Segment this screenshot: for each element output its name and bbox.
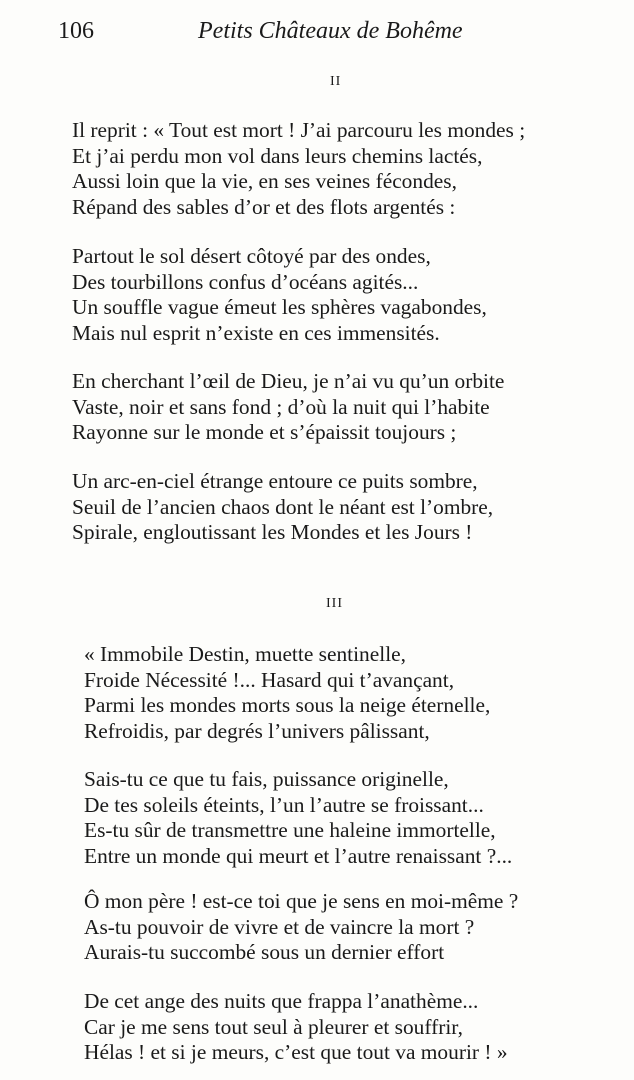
verse-line: Froide Nécessité !... Hasard qui t’avançant, — [84, 667, 455, 692]
page-header — [58, 14, 598, 48]
verse-line: De tes soleils éteints, l’un l’autre se froissant... — [84, 792, 484, 817]
stanza-1 — [72, 118, 525, 220]
verse-line: Aurais-tu succombé sous un dernier effort — [84, 940, 445, 964]
verse-line: Partout le sol désert côtoyé par des ondes, — [72, 244, 431, 268]
verse-line: Hélas ! et si je meurs, c’est que tout va mourir ! » — [84, 1040, 508, 1064]
verse-line: Spirale, engloutissant les Mondes et les Jours ! — [72, 520, 473, 544]
verse-line: Vaste, noir et sans fond ; d’où la nuit qui l’habite — [72, 394, 490, 419]
stanza-3 — [72, 369, 504, 446]
verse-line: Entre un monde qui meurt et l’autre renaissant ?... — [84, 843, 513, 868]
running-title: Petits Châteaux de Bohême — [198, 18, 463, 44]
verse-line: Parmi les mondes morts sous la neige éternelle, — [84, 693, 491, 717]
verse-line: En cherchant l’œil de Dieu, je n’ai vu qu’un orbite — [72, 369, 505, 393]
verse-line: Un souffle vague émeut les sphères vagabondes, — [72, 295, 487, 319]
verse-line: Et j’ai perdu mon vol dans leurs chemins lactés, — [72, 143, 483, 168]
stanza-5 — [84, 642, 490, 744]
verse-line: Mais nul esprit n’existe en ces immensités. — [72, 320, 440, 345]
stanza-8 — [84, 989, 508, 1066]
verse-line: De cet ange des nuits que frappa l’anathème... — [84, 989, 479, 1013]
verse-line: Refroidis, par degrés l’univers pâlissant, — [84, 718, 430, 743]
verse-line: Aussi loin que la vie, en ses veines fécondes, — [72, 169, 457, 193]
page-number: 106 — [58, 18, 94, 44]
verse-line: Sais-tu ce que tu fais, puissance originelle, — [84, 767, 449, 791]
verse-line: Es-tu sûr de transmettre une haleine immortelle, — [84, 818, 496, 842]
stanza-2 — [72, 244, 487, 346]
stanza-6 — [84, 767, 512, 869]
verse-line: Répand des sables d’or et des flots argentés : — [72, 194, 456, 219]
stanza-7 — [84, 889, 518, 966]
stanza-4 — [72, 469, 493, 546]
verse-line: Seuil de l’ancien chaos dont le néant est l’ombre, — [72, 494, 494, 519]
verse-line: Car je me sens tout seul à pleurer et souffrir, — [84, 1014, 463, 1039]
section-number-iii: III — [326, 596, 343, 611]
verse-line: Rayonne sur le monde et s’épaissit toujours ; — [72, 420, 457, 444]
verse-line: Il reprit : « Tout est mort ! J’ai parcouru les mondes ; — [72, 118, 526, 142]
section-number-ii: II — [330, 74, 342, 89]
verse-line: « Immobile Destin, muette sentinelle, — [84, 642, 406, 666]
verse-line: As-tu pouvoir de vivre et de vaincre la mort ? — [84, 914, 475, 939]
verse-line: Un arc-en-ciel étrange entoure ce puits sombre, — [72, 469, 478, 493]
verse-line: Ô mon père ! est-ce toi que je sens en moi-même ? — [84, 889, 519, 913]
verse-line: Des tourbillons confus d’océans agités... — [72, 269, 419, 294]
